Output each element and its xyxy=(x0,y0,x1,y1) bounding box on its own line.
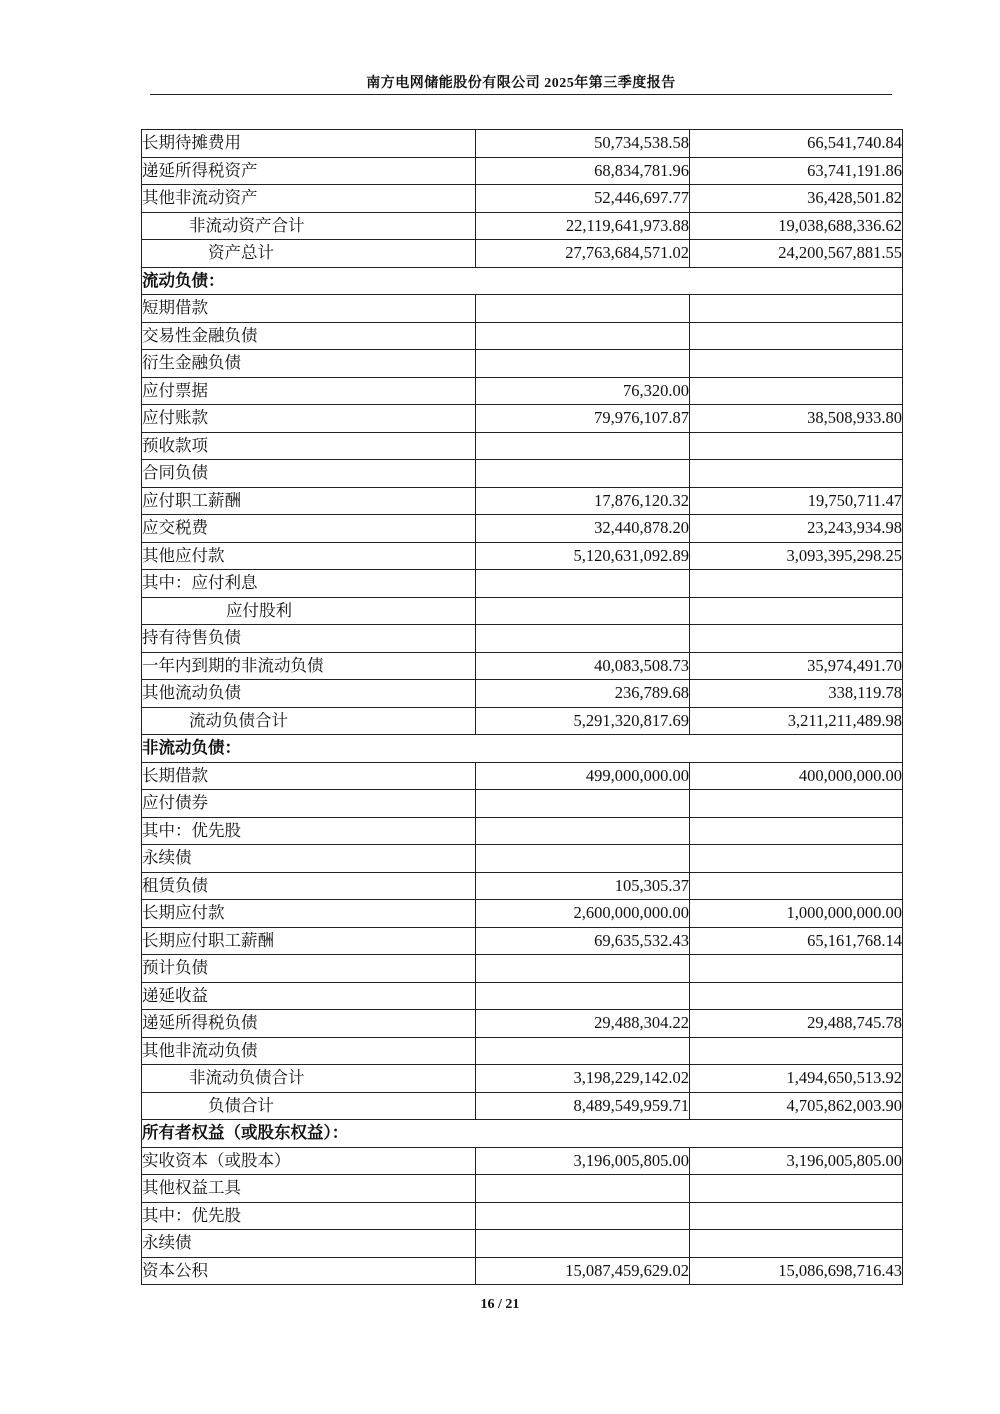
prior-period-value xyxy=(690,377,903,405)
prior-period-value xyxy=(690,872,903,900)
prior-period-value xyxy=(690,295,903,323)
period-end-value xyxy=(476,1202,690,1230)
table-row xyxy=(142,597,903,625)
prior-period-value: 65,161,768.14 xyxy=(690,927,903,955)
table-row xyxy=(142,350,903,378)
prior-period-value xyxy=(690,1175,903,1203)
period-end-value xyxy=(476,350,690,378)
row-label: 其他权益工具 xyxy=(142,1175,476,1203)
prior-period-value: 338,119.78 xyxy=(690,680,903,708)
prior-period-value: 35,974,491.70 xyxy=(690,652,903,680)
section-title: 所有者权益（或股东权益）： xyxy=(142,1120,903,1148)
row-label: 其他非流动资产 xyxy=(142,185,476,213)
table-row xyxy=(142,1175,903,1203)
period-end-value: 52,446,697.77 xyxy=(476,185,690,213)
table-row xyxy=(142,955,903,983)
row-label: 应付票据 xyxy=(142,377,476,405)
table-row xyxy=(142,680,903,708)
period-end-value: 105,305.37 xyxy=(476,872,690,900)
row-label: 非流动负债合计 xyxy=(142,1065,476,1093)
row-label: 负债合计 xyxy=(142,1092,476,1120)
row-label: 其他流动负债 xyxy=(142,680,476,708)
prior-period-value xyxy=(690,790,903,818)
prior-period-value xyxy=(690,570,903,598)
period-end-value: 22,119,641,973.88 xyxy=(476,212,690,240)
period-end-value xyxy=(476,982,690,1010)
row-label: 应付股利 xyxy=(142,597,476,625)
row-label: 衍生金融负债 xyxy=(142,350,476,378)
balance-sheet-body xyxy=(142,130,903,1285)
prior-period-value xyxy=(690,845,903,873)
page-number: 16 / 21 xyxy=(480,1297,520,1312)
period-end-value: 27,763,684,571.02 xyxy=(476,240,690,268)
section-title: 非流动负债： xyxy=(142,735,903,763)
period-end-value: 50,734,538.58 xyxy=(476,130,690,158)
row-label: 租赁负债 xyxy=(142,872,476,900)
table-row xyxy=(142,790,903,818)
table-row xyxy=(142,157,903,185)
table-row xyxy=(142,817,903,845)
table-row xyxy=(142,1037,903,1065)
period-end-value xyxy=(476,1037,690,1065)
section-title: 流动负债： xyxy=(142,267,903,295)
table-row xyxy=(142,625,903,653)
table-row xyxy=(142,762,903,790)
table-row xyxy=(142,1257,903,1285)
row-label: 其中：优先股 xyxy=(142,1202,476,1230)
row-label: 永续债 xyxy=(142,845,476,873)
prior-period-value xyxy=(690,982,903,1010)
table-row xyxy=(142,872,903,900)
table-row xyxy=(142,542,903,570)
period-end-value xyxy=(476,295,690,323)
row-label: 长期待摊费用 xyxy=(142,130,476,158)
prior-period-value: 3,196,005,805.00 xyxy=(690,1147,903,1175)
row-label: 长期应付款 xyxy=(142,900,476,928)
prior-period-value: 29,488,745.78 xyxy=(690,1010,903,1038)
table-row xyxy=(142,1010,903,1038)
table-row xyxy=(142,1092,903,1120)
row-label: 应付债券 xyxy=(142,790,476,818)
period-end-value: 3,196,005,805.00 xyxy=(476,1147,690,1175)
prior-period-value: 36,428,501.82 xyxy=(690,185,903,213)
row-label: 资产总计 xyxy=(142,240,476,268)
period-end-value: 40,083,508.73 xyxy=(476,652,690,680)
prior-period-value xyxy=(690,597,903,625)
prior-period-value: 38,508,933.80 xyxy=(690,405,903,433)
row-label: 其中：应付利息 xyxy=(142,570,476,598)
table-row xyxy=(142,570,903,598)
row-label: 短期借款 xyxy=(142,295,476,323)
prior-period-value: 23,243,934.98 xyxy=(690,515,903,543)
prior-period-value: 24,200,567,881.55 xyxy=(690,240,903,268)
prior-period-value: 1,000,000,000.00 xyxy=(690,900,903,928)
period-end-value xyxy=(476,322,690,350)
row-label: 预收款项 xyxy=(142,432,476,460)
row-label: 长期应付职工薪酬 xyxy=(142,927,476,955)
table-row xyxy=(142,652,903,680)
table-row xyxy=(142,487,903,515)
prior-period-value xyxy=(690,432,903,460)
row-label: 长期借款 xyxy=(142,762,476,790)
period-end-value: 76,320.00 xyxy=(476,377,690,405)
period-end-value: 3,198,229,142.02 xyxy=(476,1065,690,1093)
prior-period-value: 19,750,711.47 xyxy=(690,487,903,515)
prior-period-value xyxy=(690,625,903,653)
table-row xyxy=(142,927,903,955)
prior-period-value: 1,494,650,513.92 xyxy=(690,1065,903,1093)
page-header xyxy=(150,68,892,95)
section-header-row xyxy=(142,267,903,295)
row-label: 其他非流动负债 xyxy=(142,1037,476,1065)
table-row xyxy=(142,377,903,405)
period-end-value: 17,876,120.32 xyxy=(476,487,690,515)
row-label: 永续债 xyxy=(142,1230,476,1258)
period-end-value xyxy=(476,1175,690,1203)
table-row xyxy=(142,240,903,268)
prior-period-value: 19,038,688,336.62 xyxy=(690,212,903,240)
table-row xyxy=(142,295,903,323)
row-label: 递延所得税负债 xyxy=(142,1010,476,1038)
table-row xyxy=(142,982,903,1010)
prior-period-value: 3,093,395,298.25 xyxy=(690,542,903,570)
row-label: 应交税费 xyxy=(142,515,476,543)
period-end-value xyxy=(476,570,690,598)
row-label: 其他应付款 xyxy=(142,542,476,570)
prior-period-value: 4,705,862,003.90 xyxy=(690,1092,903,1120)
period-end-value xyxy=(476,597,690,625)
period-end-value xyxy=(476,432,690,460)
row-label: 应付账款 xyxy=(142,405,476,433)
prior-period-value: 63,741,191.86 xyxy=(690,157,903,185)
prior-period-value xyxy=(690,322,903,350)
report-title: 南方电网储能股份有限公司 2025年第三季度报告 xyxy=(366,76,676,91)
table-row xyxy=(142,1147,903,1175)
period-end-value: 5,120,631,092.89 xyxy=(476,542,690,570)
row-label: 一年内到期的非流动负债 xyxy=(142,652,476,680)
prior-period-value: 66,541,740.84 xyxy=(690,130,903,158)
period-end-value: 15,087,459,629.02 xyxy=(476,1257,690,1285)
period-end-value xyxy=(476,817,690,845)
period-end-value xyxy=(476,790,690,818)
table-row xyxy=(142,1202,903,1230)
period-end-value: 5,291,320,817.69 xyxy=(476,707,690,735)
row-label: 其中：优先股 xyxy=(142,817,476,845)
prior-period-value: 400,000,000.00 xyxy=(690,762,903,790)
prior-period-value: 3,211,211,489.98 xyxy=(690,707,903,735)
prior-period-value xyxy=(690,460,903,488)
prior-period-value xyxy=(690,1037,903,1065)
prior-period-value xyxy=(690,1202,903,1230)
table-row xyxy=(142,707,903,735)
period-end-value: 32,440,878.20 xyxy=(476,515,690,543)
row-label: 递延所得税资产 xyxy=(142,157,476,185)
prior-period-value xyxy=(690,350,903,378)
row-label: 预计负债 xyxy=(142,955,476,983)
table-row xyxy=(142,432,903,460)
period-end-value xyxy=(476,955,690,983)
table-row xyxy=(142,845,903,873)
table-row xyxy=(142,130,903,158)
table-row xyxy=(142,405,903,433)
table-row xyxy=(142,212,903,240)
row-label: 实收资本（或股本） xyxy=(142,1147,476,1175)
row-label: 流动负债合计 xyxy=(142,707,476,735)
section-header-row xyxy=(142,1120,903,1148)
prior-period-value xyxy=(690,955,903,983)
table-row xyxy=(142,1230,903,1258)
period-end-value: 2,600,000,000.00 xyxy=(476,900,690,928)
table-row xyxy=(142,322,903,350)
table-row xyxy=(142,515,903,543)
period-end-value: 69,635,532.43 xyxy=(476,927,690,955)
prior-period-value: 15,086,698,716.43 xyxy=(690,1257,903,1285)
period-end-value xyxy=(476,1230,690,1258)
balance-sheet-table xyxy=(141,129,903,1285)
table-row xyxy=(142,900,903,928)
table-row xyxy=(142,185,903,213)
period-end-value xyxy=(476,460,690,488)
table-row xyxy=(142,1065,903,1093)
period-end-value xyxy=(476,845,690,873)
period-end-value: 68,834,781.96 xyxy=(476,157,690,185)
row-label: 持有待售负债 xyxy=(142,625,476,653)
period-end-value: 8,489,549,959.71 xyxy=(476,1092,690,1120)
period-end-value: 499,000,000.00 xyxy=(476,762,690,790)
row-label: 应付职工薪酬 xyxy=(142,487,476,515)
period-end-value: 79,976,107.87 xyxy=(476,405,690,433)
period-end-value xyxy=(476,625,690,653)
row-label: 非流动资产合计 xyxy=(142,212,476,240)
row-label: 合同负债 xyxy=(142,460,476,488)
row-label: 资本公积 xyxy=(142,1257,476,1285)
prior-period-value xyxy=(690,1230,903,1258)
section-header-row xyxy=(142,735,903,763)
prior-period-value xyxy=(690,817,903,845)
period-end-value: 236,789.68 xyxy=(476,680,690,708)
row-label: 交易性金融负债 xyxy=(142,322,476,350)
table-row xyxy=(142,460,903,488)
row-label: 递延收益 xyxy=(142,982,476,1010)
period-end-value: 29,488,304.22 xyxy=(476,1010,690,1038)
